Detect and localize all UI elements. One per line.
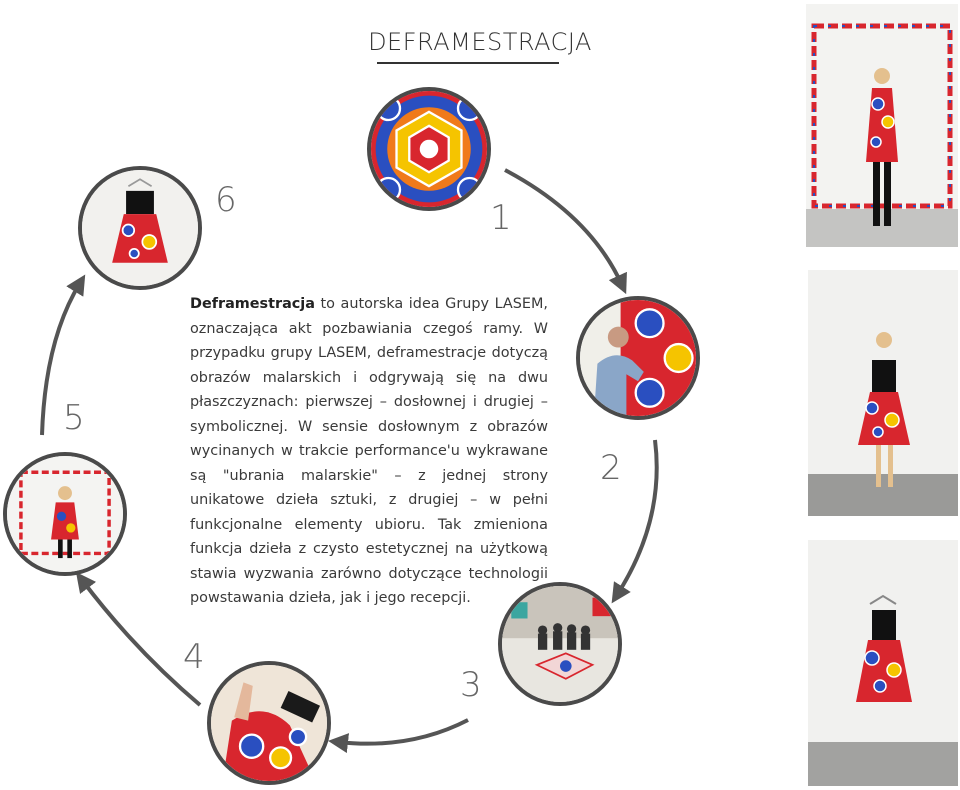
step-5-image bbox=[3, 452, 127, 576]
photo-woman-in-frame bbox=[806, 4, 958, 247]
description-text bbox=[190, 292, 548, 611]
description-bold-term: Deframestracja bbox=[190, 296, 315, 312]
photo-dress-on-hanger bbox=[808, 540, 958, 786]
page-title: DEFRAMESTRACJA bbox=[368, 28, 592, 56]
arrow-3-to-4 bbox=[338, 720, 468, 744]
step-6-number: 6 bbox=[215, 180, 237, 220]
photo-woman-in-dress bbox=[808, 270, 958, 516]
description-body: to autorska idea Grupy LASEM, oznaczająca akt pozbawiania czegoś ramy. W przypadku grupy LASEM, deframestracje dotyczą obrazów malarskich i odgrywają się na dwu płaszczyznach: pierwszej – dosłownej i drugiej – symbolicznej. W sensie dosłownym z obrazów wycinanych w trakcie performance'u wykrawane są "ubrania malarskie" – z jednej strony unikatowe dzieła sztuki, z drugiej – w pełni funkcjonalne elementy ubioru. Tak zmieniona funkcja dzieła z czysto estetycznej na użytkową stawia wyzwania zarówno dotyczące technologii powstawania dzieła, jak i jego recepcji. bbox=[190, 296, 548, 606]
step-6-image bbox=[78, 166, 202, 290]
step-5-number: 5 bbox=[63, 398, 85, 438]
step-2-number: 2 bbox=[600, 448, 622, 488]
arrow-2-to-3 bbox=[617, 440, 657, 595]
step-1-number: 1 bbox=[490, 198, 512, 238]
step-1-image bbox=[367, 87, 491, 211]
step-2-image bbox=[576, 296, 700, 420]
arrow-1-to-2 bbox=[505, 170, 622, 285]
title-underline bbox=[377, 62, 559, 64]
step-4-number: 4 bbox=[183, 637, 205, 677]
step-3-number: 3 bbox=[460, 665, 482, 705]
step-4-image bbox=[207, 661, 331, 785]
